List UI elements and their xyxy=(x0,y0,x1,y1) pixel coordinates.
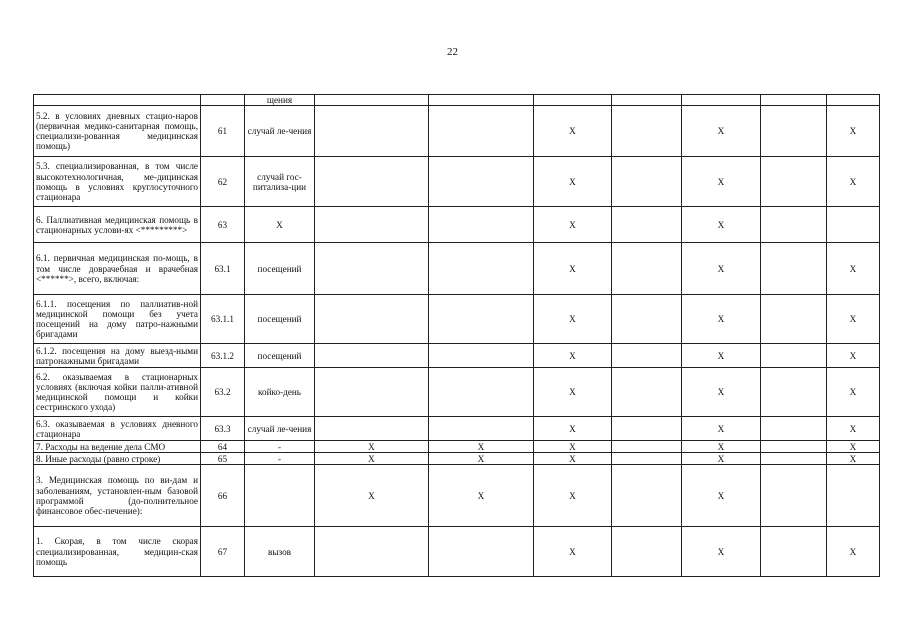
mark-cell xyxy=(612,207,682,243)
row-code-cell: 63.1.2 xyxy=(201,344,245,368)
mark-cell xyxy=(429,157,534,207)
mark-cell: X xyxy=(315,465,429,527)
mark-cell xyxy=(315,527,429,577)
mark-cell xyxy=(761,95,827,106)
mark-cell xyxy=(429,368,534,417)
row-unit-cell: случай ле-чения xyxy=(245,417,315,441)
mark-cell xyxy=(429,295,534,344)
mark-cell: X xyxy=(534,368,612,417)
mark-cell: X xyxy=(429,453,534,465)
mark-cell: X xyxy=(682,207,761,243)
mark-cell xyxy=(682,95,761,106)
mark-cell xyxy=(761,368,827,417)
mark-cell: X xyxy=(534,453,612,465)
mark-cell: X xyxy=(682,453,761,465)
mark-cell: X xyxy=(682,344,761,368)
mark-cell xyxy=(761,465,827,527)
mark-cell xyxy=(429,243,534,295)
table-row xyxy=(34,95,880,106)
row-unit-cell: случай гос-питализа-ции xyxy=(245,157,315,207)
mark-cell: X xyxy=(827,106,880,157)
mark-cell: X xyxy=(827,157,880,207)
mark-cell xyxy=(612,368,682,417)
table-row xyxy=(34,243,880,295)
page-number: 22 xyxy=(447,46,458,58)
row-code-cell: 62 xyxy=(201,157,245,207)
mark-cell xyxy=(612,465,682,527)
row-name-cell: 7. Расходы на ведение дела СМО xyxy=(34,441,201,453)
row-code-cell: 61 xyxy=(201,106,245,157)
table-row xyxy=(34,441,880,453)
row-code-cell: 63.1 xyxy=(201,243,245,295)
mark-cell xyxy=(315,243,429,295)
row-name-cell: 6.3. оказываемая в условиях дневного стационара xyxy=(34,417,201,441)
mark-cell xyxy=(761,157,827,207)
row-name-cell: 6. Паллиативная медицинская помощь в стационарных услови-ях <*********> xyxy=(34,207,201,243)
mark-cell: X xyxy=(682,368,761,417)
row-code-cell: 64 xyxy=(201,441,245,453)
mark-cell: X xyxy=(827,368,880,417)
mark-cell xyxy=(315,368,429,417)
mark-cell: X xyxy=(534,295,612,344)
mark-cell xyxy=(612,453,682,465)
row-unit-cell: посещений xyxy=(245,243,315,295)
table-row xyxy=(34,465,880,527)
mark-cell: X xyxy=(682,106,761,157)
row-name-cell: 8. Иные расходы (равно строке) xyxy=(34,453,201,465)
mark-cell: X xyxy=(534,465,612,527)
row-unit-cell: посещений xyxy=(245,344,315,368)
row-unit-cell: - xyxy=(245,453,315,465)
mark-cell: X xyxy=(827,243,880,295)
mark-cell: X xyxy=(534,106,612,157)
row-code-cell: 63.2 xyxy=(201,368,245,417)
row-code-cell xyxy=(201,95,245,106)
mark-cell: X xyxy=(315,441,429,453)
mark-cell xyxy=(315,106,429,157)
row-code-cell: 63 xyxy=(201,207,245,243)
row-name-cell: 3. Медицинская помощь по ви-дам и заболеваниям, установлен-ным базовой программой (до-полнительное финансовое обес-печение): xyxy=(34,465,201,527)
row-name-cell: 6.1.1. посещения по паллиатив-ной медицинской помощи без учета посещений на дому патро-нажными бригадами xyxy=(34,295,201,344)
row-name-cell: 5.3. специализированная, в том числе высокотехнологичная, ме-дицинская помощь в условиях круглосуточного стационара xyxy=(34,157,201,207)
mark-cell: X xyxy=(682,243,761,295)
mark-cell xyxy=(761,207,827,243)
mark-cell xyxy=(612,344,682,368)
mark-cell xyxy=(612,417,682,441)
mark-cell xyxy=(761,453,827,465)
mark-cell xyxy=(761,295,827,344)
row-unit-cell: X xyxy=(245,207,315,243)
mark-cell: X xyxy=(534,207,612,243)
table-row xyxy=(34,527,880,577)
mark-cell xyxy=(429,417,534,441)
mark-cell xyxy=(612,157,682,207)
mark-cell xyxy=(315,157,429,207)
mark-cell: X xyxy=(682,527,761,577)
mark-cell xyxy=(761,344,827,368)
row-name-cell: 5.2. в условиях дневных стацио-наров (первичная медико-санитарная помощь, специализи-рованная медицинская помощь) xyxy=(34,106,201,157)
mark-cell: X xyxy=(827,441,880,453)
mark-cell xyxy=(761,417,827,441)
mark-cell: X xyxy=(534,441,612,453)
table-row xyxy=(34,295,880,344)
row-name-cell: 6.1.2. посещения на дому выезд-ными патронажными бригадами xyxy=(34,344,201,368)
row-unit-cell: - xyxy=(245,441,315,453)
mark-cell xyxy=(612,243,682,295)
table-row xyxy=(34,417,880,441)
mark-cell: X xyxy=(827,417,880,441)
mark-cell xyxy=(612,95,682,106)
mark-cell xyxy=(315,344,429,368)
row-unit-cell: щения xyxy=(245,95,315,106)
mark-cell xyxy=(429,106,534,157)
mark-cell xyxy=(761,527,827,577)
mark-cell xyxy=(761,441,827,453)
row-name-cell xyxy=(34,95,201,106)
row-name-cell: 6.2. оказываемая в стационарных условиях (включая койки палли-ативной медицинской помощи и койки сестринского ухода) xyxy=(34,368,201,417)
mark-cell: X xyxy=(534,157,612,207)
mark-cell xyxy=(827,465,880,527)
table-row xyxy=(34,207,880,243)
mark-cell xyxy=(761,243,827,295)
row-name-cell: 6.1. первичная медицинская по-мощь, в том числе доврачебная и врачебная <******>, всего, включая: xyxy=(34,243,201,295)
table-row xyxy=(34,368,880,417)
mark-cell: X xyxy=(682,295,761,344)
mark-cell: X xyxy=(534,243,612,295)
mark-cell: X xyxy=(682,465,761,527)
mark-cell: X xyxy=(827,453,880,465)
table-row xyxy=(34,157,880,207)
mark-cell xyxy=(612,106,682,157)
mark-cell: X xyxy=(429,441,534,453)
mark-cell: X xyxy=(534,344,612,368)
mark-cell xyxy=(534,95,612,106)
mark-cell: X xyxy=(429,465,534,527)
mark-cell xyxy=(612,441,682,453)
mark-cell xyxy=(612,527,682,577)
row-unit-cell: койко-день xyxy=(245,368,315,417)
table-row xyxy=(34,106,880,157)
mark-cell xyxy=(429,344,534,368)
data-table xyxy=(33,94,880,577)
mark-cell xyxy=(429,207,534,243)
mark-cell xyxy=(429,527,534,577)
table-row xyxy=(34,453,880,465)
mark-cell xyxy=(827,207,880,243)
row-unit-cell: посещений xyxy=(245,295,315,344)
mark-cell: X xyxy=(315,453,429,465)
mark-cell xyxy=(612,295,682,344)
row-code-cell: 66 xyxy=(201,465,245,527)
row-code-cell: 63.3 xyxy=(201,417,245,441)
mark-cell xyxy=(315,295,429,344)
mark-cell: X xyxy=(534,527,612,577)
row-unit-cell: случай ле-чения xyxy=(245,106,315,157)
row-code-cell: 67 xyxy=(201,527,245,577)
mark-cell: X xyxy=(682,441,761,453)
mark-cell: X xyxy=(827,295,880,344)
row-code-cell: 65 xyxy=(201,453,245,465)
mark-cell: X xyxy=(827,527,880,577)
mark-cell xyxy=(429,95,534,106)
row-unit-cell: вызов xyxy=(245,527,315,577)
table-row xyxy=(34,344,880,368)
mark-cell: X xyxy=(827,344,880,368)
mark-cell xyxy=(315,417,429,441)
mark-cell xyxy=(761,106,827,157)
mark-cell xyxy=(315,207,429,243)
mark-cell: X xyxy=(682,417,761,441)
mark-cell xyxy=(827,95,880,106)
row-name-cell: 1. Скорая, в том числе скорая специализированная, медицин-ская помощь xyxy=(34,527,201,577)
row-code-cell: 63.1.1 xyxy=(201,295,245,344)
mark-cell: X xyxy=(534,417,612,441)
mark-cell xyxy=(315,95,429,106)
row-unit-cell xyxy=(245,465,315,527)
mark-cell: X xyxy=(682,157,761,207)
